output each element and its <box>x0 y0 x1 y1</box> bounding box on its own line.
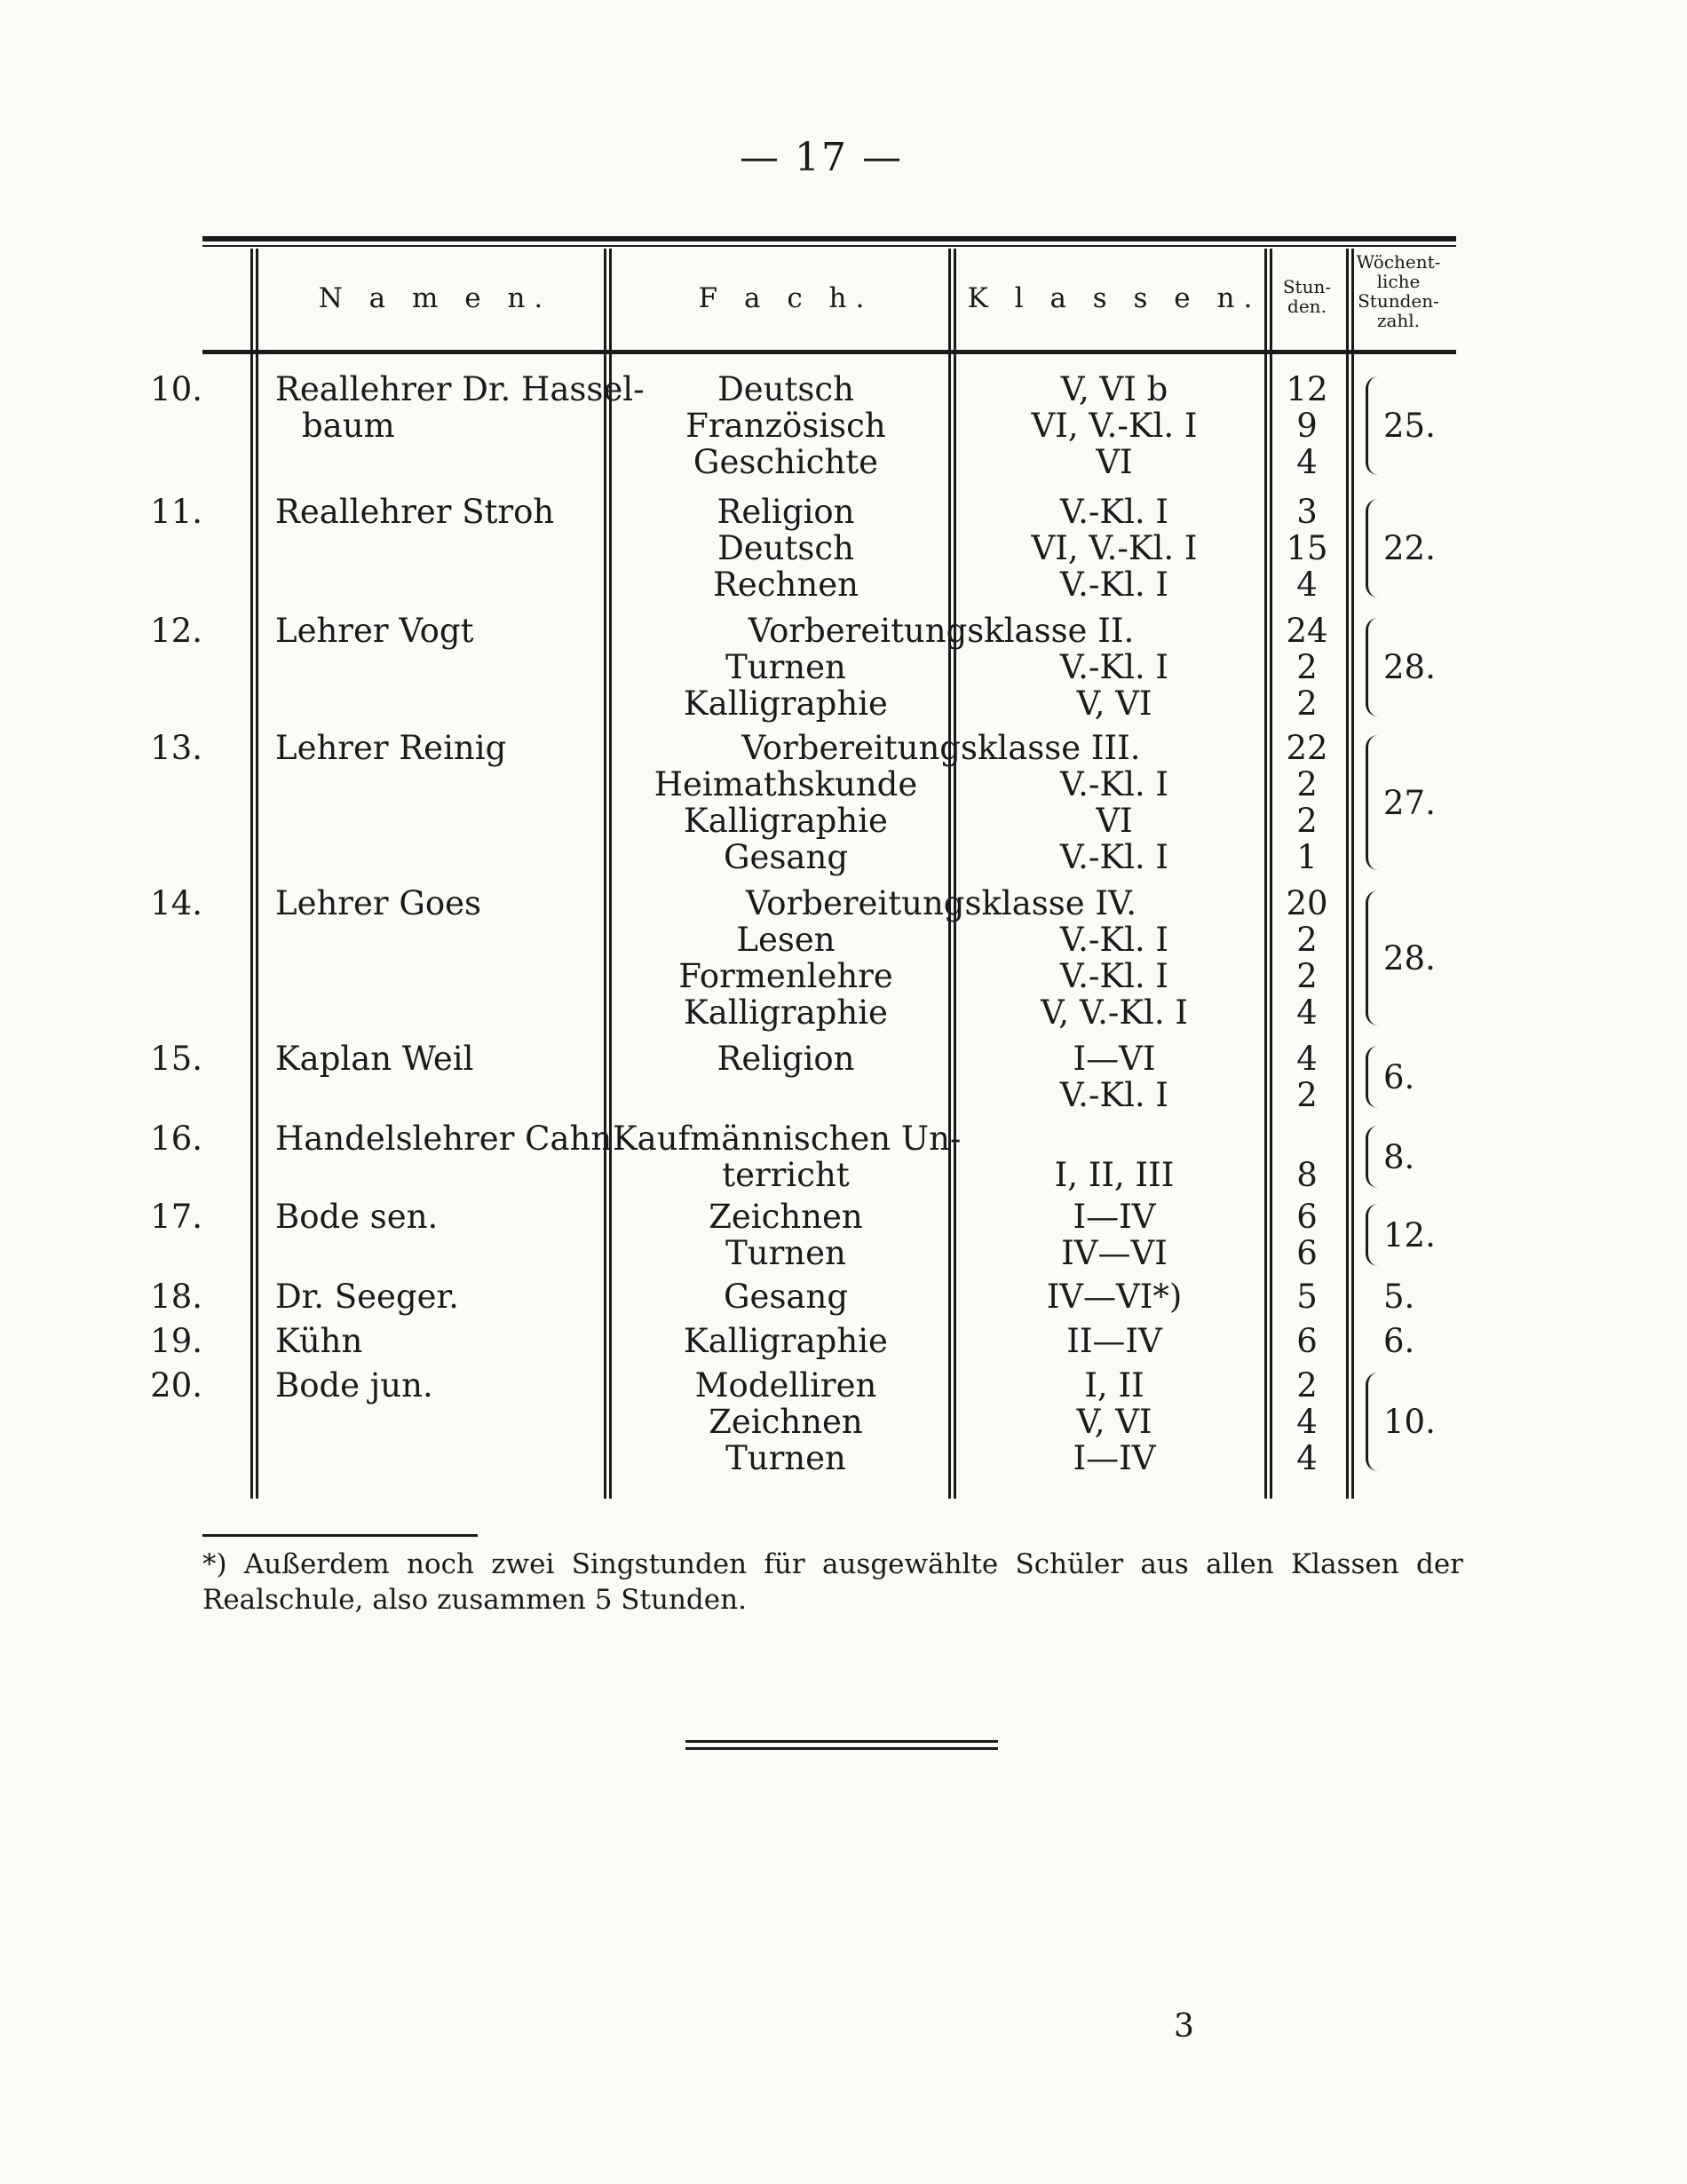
hours: 4 <box>1296 1040 1318 1078</box>
column-separator <box>604 249 606 1499</box>
column-separator <box>1346 249 1349 1499</box>
weekly-total: 5. <box>1383 1278 1415 1316</box>
hours: 22 <box>1286 729 1328 767</box>
subject: Französisch <box>685 407 886 445</box>
teacher-name: baum <box>302 407 395 445</box>
header-fach: F a c h. <box>698 282 874 314</box>
brace <box>1366 890 1381 1025</box>
closing-rule-bottom <box>685 1747 998 1750</box>
subject: Kalligraphie <box>684 1322 888 1360</box>
header-bottom-rule <box>202 350 1456 354</box>
classes: V.-Kl. I <box>1059 648 1169 686</box>
row-number: 17. <box>150 1198 202 1236</box>
classes: VI <box>1096 802 1133 840</box>
hours: 2 <box>1296 765 1318 803</box>
preparatory-class: Vorbereitungsklasse III. <box>741 729 1141 767</box>
hours: 4 <box>1296 1403 1318 1441</box>
hours: 3 <box>1296 493 1318 531</box>
classes: VI <box>1096 443 1133 481</box>
subject: Formenlehre <box>678 957 893 995</box>
header-woechentlich: Wöchent- liche Stunden- zahl. <box>1356 251 1441 331</box>
subject: Kalligraphie <box>684 802 888 840</box>
hours: 8 <box>1296 1156 1318 1194</box>
subject: Turnen <box>725 1234 846 1272</box>
hours: 12 <box>1286 370 1328 408</box>
classes: I—IV <box>1073 1439 1156 1477</box>
footnote: *) Außerdem noch zwei Singstunden für ausgewählte Schüler aus allen Klassen der Realschule, also zusammen 5 Stunden. <box>202 1548 1463 1616</box>
subject: Rechnen <box>713 566 859 604</box>
column-separator <box>1351 249 1354 1499</box>
classes: V, VI b <box>1060 370 1168 408</box>
teacher-name: Dr. Seeger. <box>275 1278 459 1316</box>
weekly-total: 28. <box>1383 938 1436 977</box>
row-number: 20. <box>150 1366 202 1405</box>
hours: 9 <box>1296 407 1318 445</box>
teacher-name: Reallehrer Dr. Hassel- <box>275 370 645 408</box>
classes: I, II, III <box>1054 1156 1175 1194</box>
teacher-name: Lehrer Goes <box>275 884 482 922</box>
classes: V, VI <box>1076 1403 1152 1441</box>
hours: 2 <box>1296 957 1318 995</box>
classes: VI, V.-Kl. I <box>1031 407 1198 445</box>
teacher-name: Kaplan Weil <box>275 1040 474 1078</box>
weekly-total: 10. <box>1383 1403 1436 1441</box>
brace <box>1366 376 1381 475</box>
teacher-name: Lehrer Vogt <box>275 612 474 650</box>
weekly-total: 6. <box>1383 1322 1415 1360</box>
hours: 4 <box>1296 443 1318 481</box>
subject: Modelliren <box>694 1366 877 1405</box>
subject: Kalligraphie <box>684 993 888 1032</box>
brace <box>1366 618 1381 716</box>
row-number: 15. <box>150 1040 202 1078</box>
classes: V, V.-Kl. I <box>1041 993 1188 1032</box>
row-number: 14. <box>150 884 202 922</box>
classes: V.-Kl. I <box>1059 838 1169 876</box>
teacher-name: Reallehrer Stroh <box>275 493 555 531</box>
teacher-name: Kühn <box>275 1322 363 1360</box>
subject: Zeichnen <box>709 1198 863 1236</box>
preparatory-class: Vorbereitungsklasse II. <box>748 612 1135 650</box>
page-header: — 17 — <box>740 135 903 180</box>
subject: Religion <box>717 1040 855 1078</box>
hours: 2 <box>1296 1366 1318 1405</box>
row-number: 10. <box>150 370 202 408</box>
subject: Zeichnen <box>709 1403 863 1441</box>
classes: V.-Kl. I <box>1059 765 1169 803</box>
brace <box>1366 499 1381 597</box>
hours: 6 <box>1296 1198 1318 1236</box>
hours: 4 <box>1296 1439 1318 1477</box>
column-separator <box>609 249 612 1499</box>
brace <box>1366 1126 1381 1188</box>
classes: V.-Kl. I <box>1059 957 1169 995</box>
classes: IV—VI <box>1061 1234 1168 1272</box>
teacher-name: Bode sen. <box>275 1198 439 1236</box>
subject: Kalligraphie <box>684 684 888 723</box>
subject: Gesang <box>723 1278 848 1316</box>
row-number: 19. <box>150 1322 202 1360</box>
row-number: 18. <box>150 1278 202 1316</box>
classes: I—VI <box>1073 1040 1156 1078</box>
classes: VI, V.-Kl. I <box>1031 529 1198 567</box>
table-top-thin-rule <box>202 245 1456 247</box>
hours: 2 <box>1296 684 1318 723</box>
subject: Deutsch <box>717 370 854 408</box>
hours: 20 <box>1286 884 1328 922</box>
hours: 24 <box>1286 612 1328 650</box>
preparatory-class: Vorbereitungsklasse IV. <box>745 884 1137 922</box>
subject: Lesen <box>736 921 836 959</box>
teacher-name: Lehrer Reinig <box>275 729 507 767</box>
header-stunden: Stun- den. <box>1282 276 1332 317</box>
subject: Heimathskunde <box>653 765 918 803</box>
hours: 5 <box>1296 1278 1318 1316</box>
hours: 2 <box>1296 802 1318 840</box>
teacher-name: Bode jun. <box>275 1366 433 1405</box>
row-number: 11. <box>150 493 202 531</box>
hours: 15 <box>1286 529 1328 567</box>
page-number: 3 <box>1174 2008 1194 2045</box>
subject: Turnen <box>725 648 846 686</box>
weekly-total: 22. <box>1383 529 1436 567</box>
header-namen: N a m e n. <box>318 282 552 314</box>
classes: V, VI <box>1076 684 1152 723</box>
column-separator <box>250 249 253 1499</box>
subject: Turnen <box>725 1439 846 1477</box>
subject: Kaufmännischen Un- <box>613 1120 962 1158</box>
hours: 4 <box>1296 566 1318 604</box>
classes: IV—VI*) <box>1046 1278 1183 1316</box>
closing-rule-top <box>685 1740 998 1743</box>
row-number: 13. <box>150 729 202 767</box>
weekly-total: 6. <box>1383 1057 1415 1096</box>
subject: Gesang <box>723 838 848 876</box>
weekly-total: 12. <box>1383 1215 1436 1254</box>
classes: V.-Kl. I <box>1059 493 1169 531</box>
classes: V.-Kl. I <box>1059 921 1169 959</box>
hours: 4 <box>1296 993 1318 1032</box>
header-klassen: K l a s s e n. <box>967 282 1262 314</box>
footnote-rule <box>202 1534 478 1537</box>
hours: 2 <box>1296 648 1318 686</box>
hours: 2 <box>1296 921 1318 959</box>
subject: Geschichte <box>693 443 879 481</box>
brace <box>1366 735 1381 870</box>
weekly-total: 25. <box>1383 407 1436 445</box>
subject: terricht <box>722 1156 850 1194</box>
hours: 6 <box>1296 1234 1318 1272</box>
subject: Deutsch <box>717 529 854 567</box>
weekly-total: 27. <box>1383 783 1436 822</box>
weekly-total: 8. <box>1383 1137 1415 1176</box>
brace <box>1366 1373 1381 1471</box>
weekly-total: 28. <box>1383 648 1436 686</box>
hours: 6 <box>1296 1322 1318 1360</box>
classes: I—IV <box>1073 1198 1156 1236</box>
brace <box>1366 1046 1381 1108</box>
table-top-rule <box>202 236 1456 241</box>
teacher-name: Handelslehrer Cahn <box>275 1120 613 1158</box>
row-number: 16. <box>150 1120 202 1158</box>
classes: V.-Kl. I <box>1059 566 1169 604</box>
hours: 2 <box>1296 1076 1318 1114</box>
row-number: 12. <box>150 612 202 650</box>
brace <box>1366 1204 1381 1266</box>
classes: II—IV <box>1066 1322 1162 1360</box>
classes: V.-Kl. I <box>1059 1076 1169 1114</box>
classes: I, II <box>1084 1366 1144 1405</box>
column-separator <box>256 249 258 1499</box>
subject: Religion <box>717 493 855 531</box>
hours: 1 <box>1296 838 1318 876</box>
